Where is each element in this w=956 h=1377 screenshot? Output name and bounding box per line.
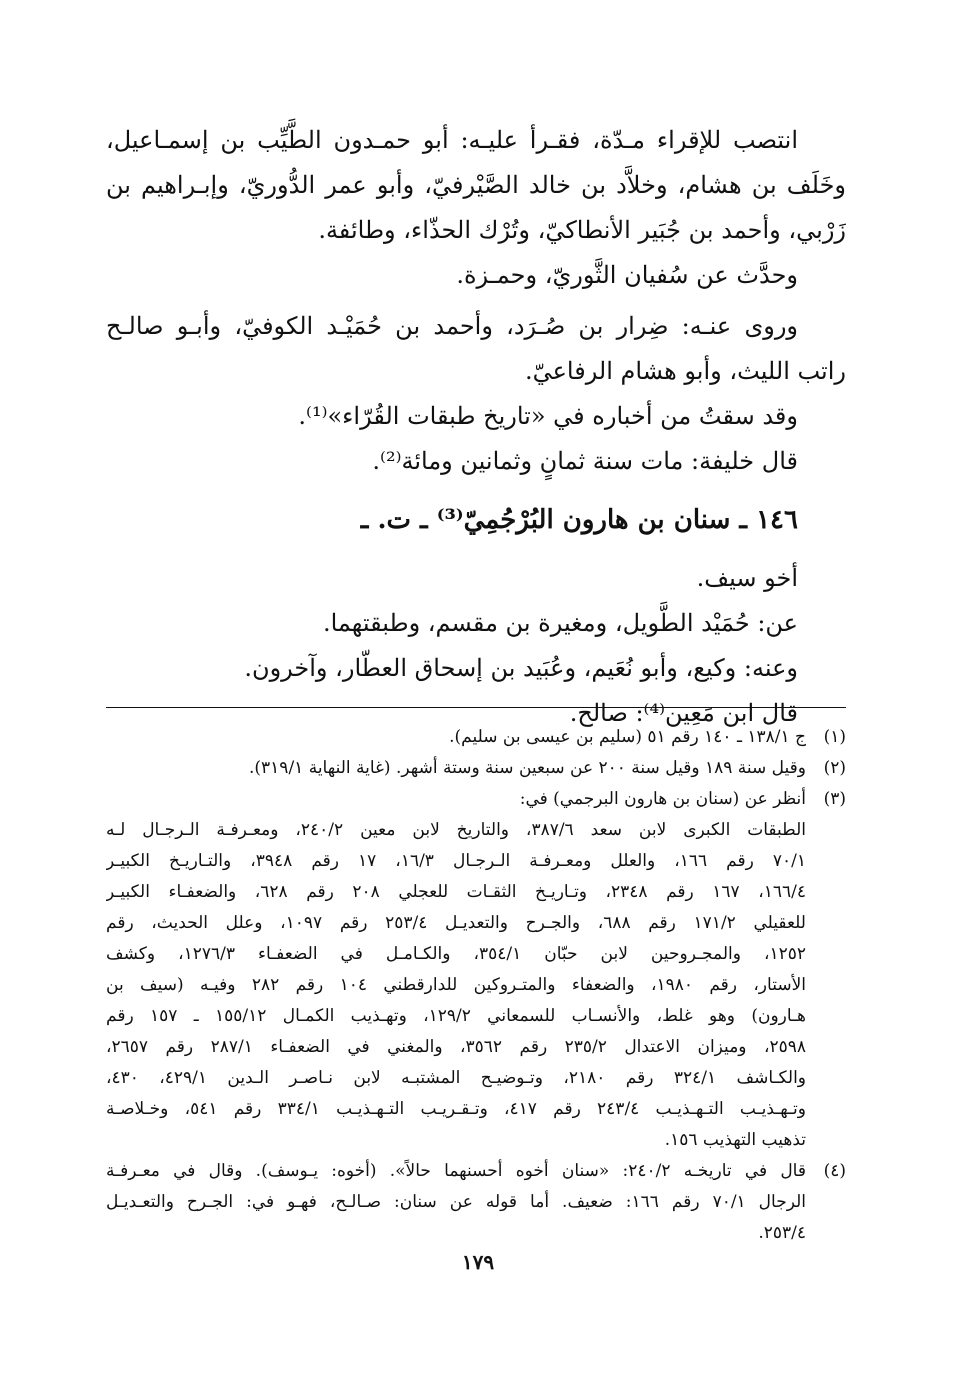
footnote-line: الطبقات الكبرى لابن سعد ٣٨٧/٦، والتاريخ لابن معين ٢٤٠/٢، ومعـرفـة الـرجـال لـه <box>106 820 806 840</box>
text-line: وخَلَف بن هشام، وخلاَّد بن خالد الصَّيْرفيّ، وأبو عمر الدُّوريّ، وإبـراهيم بن <box>106 171 846 199</box>
footnote-line: والكـاشف ٣٢٤/١ رقم ٢١٨٠، وتـوضيـح المشتبـه لابن نـاصـر الـدين ٤٢٩/١، ٤٣٠، <box>106 1068 806 1088</box>
footnote-line: ٢٥٩٨، وميزان الاعتدال ٢٣٥/٢ رقم ٣٥٦٢، والمغني في الضعفـاء ٢٨٧/١ رقم ٢٦٥٧، <box>106 1037 806 1057</box>
text-line: وروى عنـه: ضِرار بن صُـرَد، وأحمد بن حُمَيْـد الكوفيّ، وأبـو صالـح <box>106 312 798 340</box>
paragraph-ibn-main: قال ابن مَعِين⁽⁴⁾: صالح. <box>569 699 798 727</box>
paragraph-from: عن: حُمَيْد الطَّويل، ومغيرة بن مقسم، وطبقتهما. <box>322 609 798 637</box>
footnote-line: ٢٥٣/٤. <box>758 1223 806 1243</box>
footnote-4 <box>106 1156 846 1249</box>
footnote-line: هـارون) وهو غلط، والأنسـاب للسمعاني ١٢٩/٢، وتهـذيب الكمـال ١٥٥/١٢ ـ ١٥٧ رقم <box>106 1006 806 1026</box>
text-line: راتب الليث، وأبو هشام الرفاعيّ. <box>524 357 846 385</box>
footnote-line: قال في تاريخـه ٢٤٠/٢: «سنان أخوه أحسنهما حالاً». (أخوه: يـوسف). وقال في معـرفـة <box>106 1161 806 1181</box>
paragraph-brother: أخو سيف. <box>696 564 798 592</box>
paragraph-narrators <box>106 304 846 394</box>
footnote-line: أنظر عن (سنان بن هارون البرجمي) في: <box>519 789 806 809</box>
paragraph-readers <box>106 118 846 253</box>
footnote-number: (٢) <box>823 758 846 778</box>
footnote-line: الرجال ٧٠/١ رقم ١٦٦: ضعيف. أما قوله عن سنان: صـالـح، فهـو في: الجـرح والتعـديـل <box>106 1192 806 1212</box>
entry-heading: ١٤٦ ـ سنان بن هارون البُرْجُمِيّ⁽³⁾ ـ ت. ـ <box>360 505 798 535</box>
footnote-3 <box>106 784 846 1156</box>
text-line: زَرْبي، وأحمد بن جُبَير الأنطاكيّ، وتُرْك الحذّاء، وطائفة. <box>318 216 846 244</box>
footnote-number: (٤) <box>823 1161 846 1181</box>
footnote-number: (١) <box>823 727 846 747</box>
main-text <box>106 118 846 736</box>
footnote-1 <box>106 722 846 753</box>
paragraph-narrated-from: وحدَّث عن سُفيان الثَّوريّ، وحمـزة. <box>456 261 798 289</box>
footnote-line: الأستار، رقم ١٩٨٠، والضعفاء والمتـروكين للدارقطني ١٠٤ رقم ٢٨٢ وفيـه (سيف بن <box>106 975 806 995</box>
paragraph-students: وعنه: وكيع، وأبو نُعَيم، وعُبَيد بن إسحاق العطّار، وآخرون. <box>244 654 798 682</box>
text-line: انتصب للإقراء مـدّة، فقـرأ عليـه: أبو حمـدون الطَّيِّب بن إسمـاعيل، <box>106 126 798 154</box>
footnote-line: ١٦٦/٤، ١٦٧ رقم ٢٣٤٨، وتـاريـخ الثقـات للعجلي ٢٠٨ رقم ٦٢٨، والضعفـاء الكبيـر <box>106 882 806 902</box>
paragraph-history-reference: وقد سقتُ من أخباره في «تاريخ طبقات القُرّاء»⁽¹⁾. <box>298 402 798 430</box>
footnote-separator <box>106 707 846 708</box>
footnote-line: وقيل سنة ١٨٩ وقيل سنة ٢٠٠ عن سبعين سنة وستة أشهر. (غاية النهاية ٣١٩/١). <box>249 758 806 778</box>
footnote-line: ٧٠/١ رقم ١٦٦، والعلل ومعـرفـة الـرجـال ١٦/٣، ١٧ رقم ٣٩٤٨، والتـاريـخ الكبيـر <box>106 851 806 871</box>
footnote-line: ١٢٥٢، والمجـروحين لابن حبّان ٣٥٤/١، والكـامـل في الضعفـاء ١٢٧٦/٣، وكشف <box>106 944 806 964</box>
footnote-2 <box>106 753 846 784</box>
paragraph-death-date: قال خليفة: مات سنة ثمانٍ وثمانين ومائة⁽²⁾. <box>372 447 798 475</box>
footnote-line: للعقيلي ١٧١/٢ رقم ٦٨٨، والجـرح والتعديـل ٢٥٣/٤ رقم ١٠٩٧، وعلل الحديث، رقم <box>106 913 806 933</box>
footnotes <box>106 722 846 1249</box>
footnote-line: تذهيب التهذيب ١٥٦. <box>664 1130 806 1150</box>
footnote-line: وتـهـذيـب التـهـذيـب ٢٤٣/٤ رقم ٤١٧، وتـقـريـب التـهـذيـب ٣٣٤/١ رقم ٥٤١، وخـلاصـة <box>106 1099 806 1119</box>
page-number: ١٧٩ <box>461 1250 495 1274</box>
footnote-line: ج ١٣٨/١ ـ ١٤٠ رقم ٥١ (سليم بن عيسى بن سليم). <box>449 727 806 747</box>
footnote-number: (٣) <box>823 789 846 809</box>
